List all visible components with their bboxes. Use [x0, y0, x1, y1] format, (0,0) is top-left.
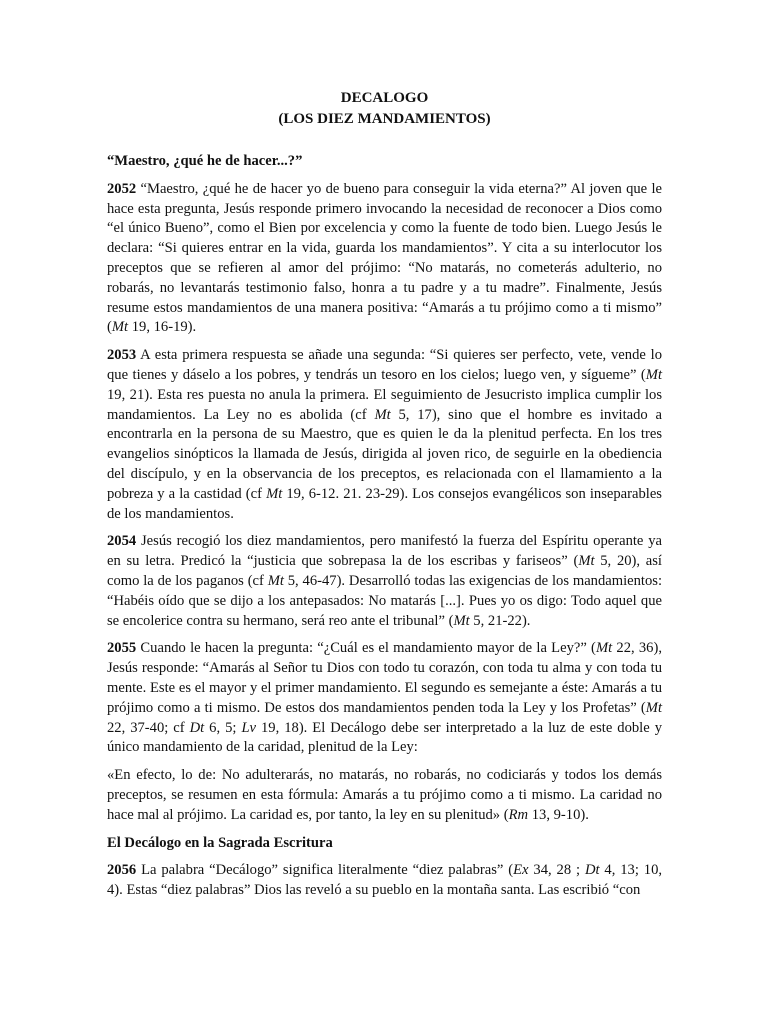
paragraph-2053: 2053 A esta primera respuesta se añade una segunda: “Si quieres ser perfecto, vete, vende lo que tienes y dáselo a los pobres, y tendrás un tesoro en los cielos; luego ven, y sígueme” (Mt 19, 21). Esta res puesta no anula la primera. El seguimiento de Jesucristo implica cumplir los mandamientos. La Ley no es abolida (cf Mt 5, 17), sino que el hombre es invitado a encontrarla en la persona de su Maestro, que es quien le da la plenitud perfecta. En los tres evangelios sinópticos la llamada de Jesús, dirigida al joven rico, de seguirle en la obediencia del discípulo, y en la observancia de los preceptos, es relacionada con el llamamiento a la pobreza y a la castidad (cf Mt 19, 6-12. 21. 23-29). Los consejos evangélicos son inseparables de los mandamientos. [107, 347, 662, 522]
paragraph-number: 2053 [107, 347, 137, 364]
section-heading-maestro: “Maestro, ¿qué he de hacer...?” [107, 153, 303, 169]
document-page [107, 88, 662, 909]
paragraph-2054: 2054 Jesús recogió los diez mandamientos, pero manifestó la fuerza del Espíritu operante ya en su letra. Predicó la “justicia que sobrepasa la de los escribas y fariseos” (Mt 5, 20), así como la de los paganos (cf Mt 5, 46-47). Desarrolló todas las exigencias de los mandamientos: “Habéis oído que se dijo a los antepasados: No matarás [...]. Pues yo os digo: Todo aquel que se encolerice contra su hermano, será reo ante el tribunal” (Mt 5, 21-22). [107, 533, 663, 629]
paragraph-number: 2056 [107, 862, 137, 879]
paragraph-2056: 2056 La palabra “Decálogo” significa literalmente “diez palabras” (Ex 34, 28 ; Dt 4, 13; 10, 4). Estas “diez palabras” Dios las reveló a su pueblo en la montaña santa. Las escribió “con [107, 862, 663, 899]
title-line-1: DECALOGO [340, 90, 429, 106]
paragraph-2055: 2055 Cuando le hacen la pregunta: “¿Cuál es el mandamiento mayor de la Ley?” (Mt 22, 36), Jesús responde: “Amarás al Señor tu Dios con todo tu corazón, con toda tu alma y con toda tu mente. Este es el mayor y el primer mandamiento. El segundo es semejante a éste: Amarás a tu prójimo como a ti mismo. De estos dos mandamientos penden toda la Ley y los Profetas” (Mt 22, 37-40; cf Dt 6, 5; Lv 19, 18). El Decálogo debe ser interpretado a la luz de este doble y único mandamiento de la caridad, plenitud de la Ley: [107, 640, 662, 756]
quote-paragraph: «En efecto, lo de: No adulterarás, no matarás, no robarás, no codiciarás y todos los demás preceptos, se resumen en esta fórmula: Amarás a tu prójimo como a ti mismo. La caridad no hace mal al prójimo. La caridad es, por tanto, la ley en su plenitud» (Rm 13, 9-10). [107, 767, 662, 823]
paragraph-number: 2055 [107, 640, 137, 657]
paragraph-2052: 2052 “Maestro, ¿qué he de hacer yo de bueno para conseguir la vida eterna?” Al joven que le hace esta pregunta, Jesús responde primero invocando la necesidad de reconocer a Dios como “el único Bueno”, como el Bien por excelencia y como la fuente de todo bien. Luego Jesús le declara: “Si quieres entrar en la vida, guarda los mandamientos”. Y cita a su interlocutor los preceptos que se refieren al amor del prójimo: “No matarás, no cometerás adulterio, no robarás, no levantarás testimonio falso, honra a tu padre y a tu madre”. Finalmente, Jesús resume estos mandamientos de una manera positiva: “Amarás a tu prójimo como a ti mismo” (Mt 19, 16-19). [107, 180, 662, 336]
paragraph-number: 2054 [107, 533, 137, 550]
paragraph-number: 2052 [107, 180, 137, 197]
section-heading-decalogo-escritura: El Decálogo en la Sagrada Escritura [107, 834, 333, 851]
document-title [107, 88, 662, 130]
title-line-2: (LOS DIEZ MANDAMIENTOS) [278, 111, 491, 127]
